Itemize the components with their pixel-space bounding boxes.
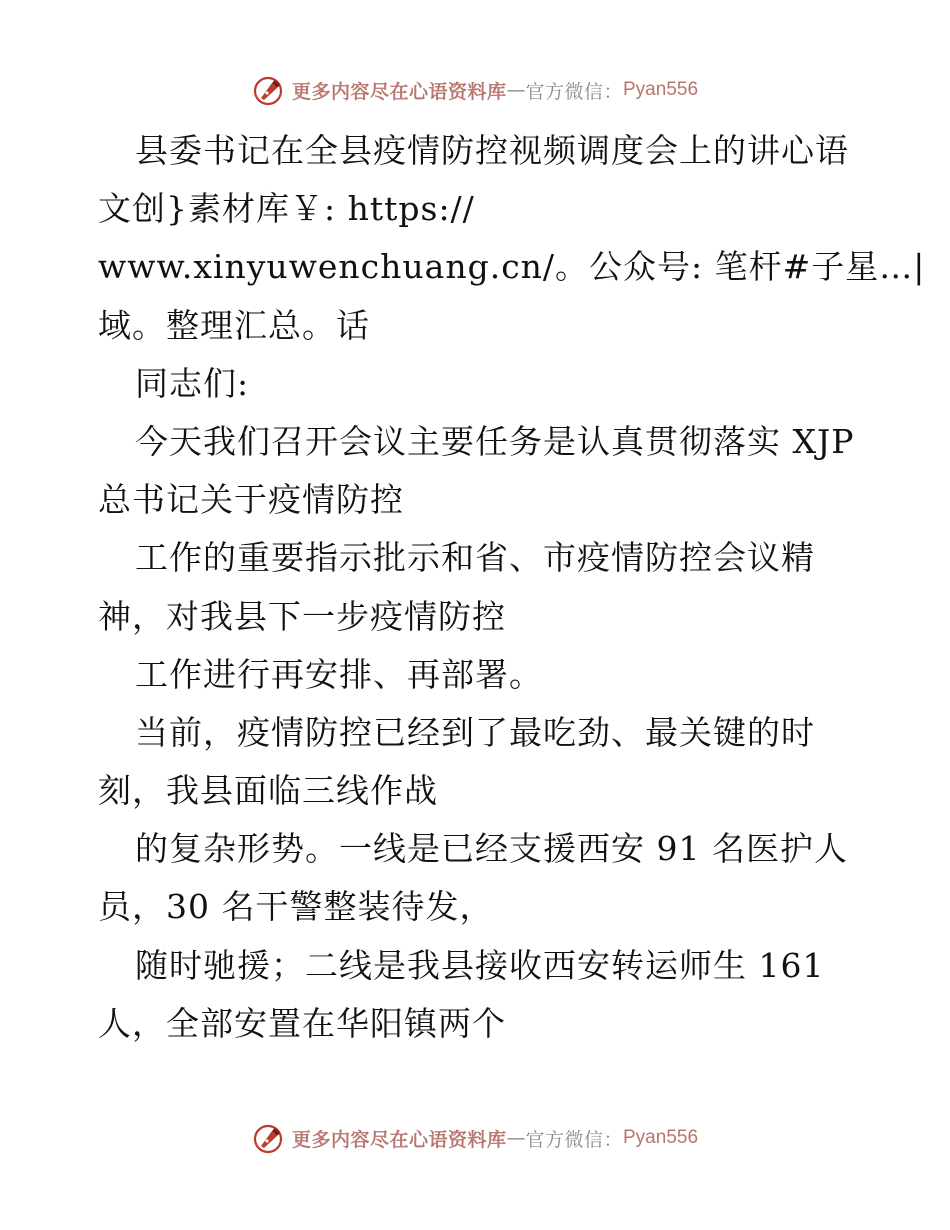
body-line: 刻，我县面临三线作战 — [98, 771, 438, 811]
body-line: 的复杂形势。一线是已经支援西安 91 名医护人 — [135, 829, 848, 869]
body-line: 工作的重要指示批示和省、市疫情防控会议精 — [135, 538, 815, 578]
watermark-text — [292, 77, 698, 104]
watermark-separator: — — [506, 79, 526, 101]
body-line: 神，对我县下一步疫情防控 — [98, 596, 506, 636]
body-line: 域。整理汇总。话 — [98, 305, 370, 345]
body-line: 文创}素材库￥: https:// — [98, 189, 475, 229]
body-line: 工作进行再安排、再部署。 — [135, 654, 543, 694]
body-line: 同志们: — [135, 363, 250, 403]
footer-watermark — [0, 1118, 950, 1158]
header-watermark — [0, 70, 950, 110]
watermark-wechat-label: 官方微信： — [525, 80, 623, 103]
body-line: 今天我们召开会议主要任务是认真贯彻落实 XJP — [135, 421, 855, 461]
watermark-wechat-id: Pyan556 — [623, 1127, 699, 1148]
body-line: 人，全部安置在华阳镇两个 — [98, 1003, 506, 1043]
pen-nib-logo-icon — [252, 1122, 284, 1154]
body-line: 员，30 名干警整装待发， — [98, 887, 494, 927]
body-line: 总书记关于疫情防控 — [98, 480, 404, 520]
document-body — [98, 122, 926, 1053]
body-line: 县委书记在全县疫情防控视频调度会上的讲心语 — [135, 131, 849, 170]
watermark-separator: — — [506, 1127, 526, 1149]
body-line: www.xinyuwenchuang.cn/。公众号: 笔杆#子星…| — [98, 247, 926, 287]
body-line: 随时驰援；二线是我县接收西安转运师生 161 — [135, 945, 825, 985]
body-line: 当前，疫情防控已经到了最吃劲、最关键的时 — [135, 712, 815, 752]
watermark-main: 更多内容尽在心语资料库 — [291, 1128, 507, 1151]
watermark-wechat-id: Pyan556 — [623, 79, 699, 100]
watermark-text — [292, 1125, 698, 1152]
pen-nib-logo-icon — [252, 74, 284, 106]
watermark-main: 更多内容尽在心语资料库 — [291, 80, 507, 103]
watermark-wechat-label: 官方微信： — [525, 1128, 623, 1151]
